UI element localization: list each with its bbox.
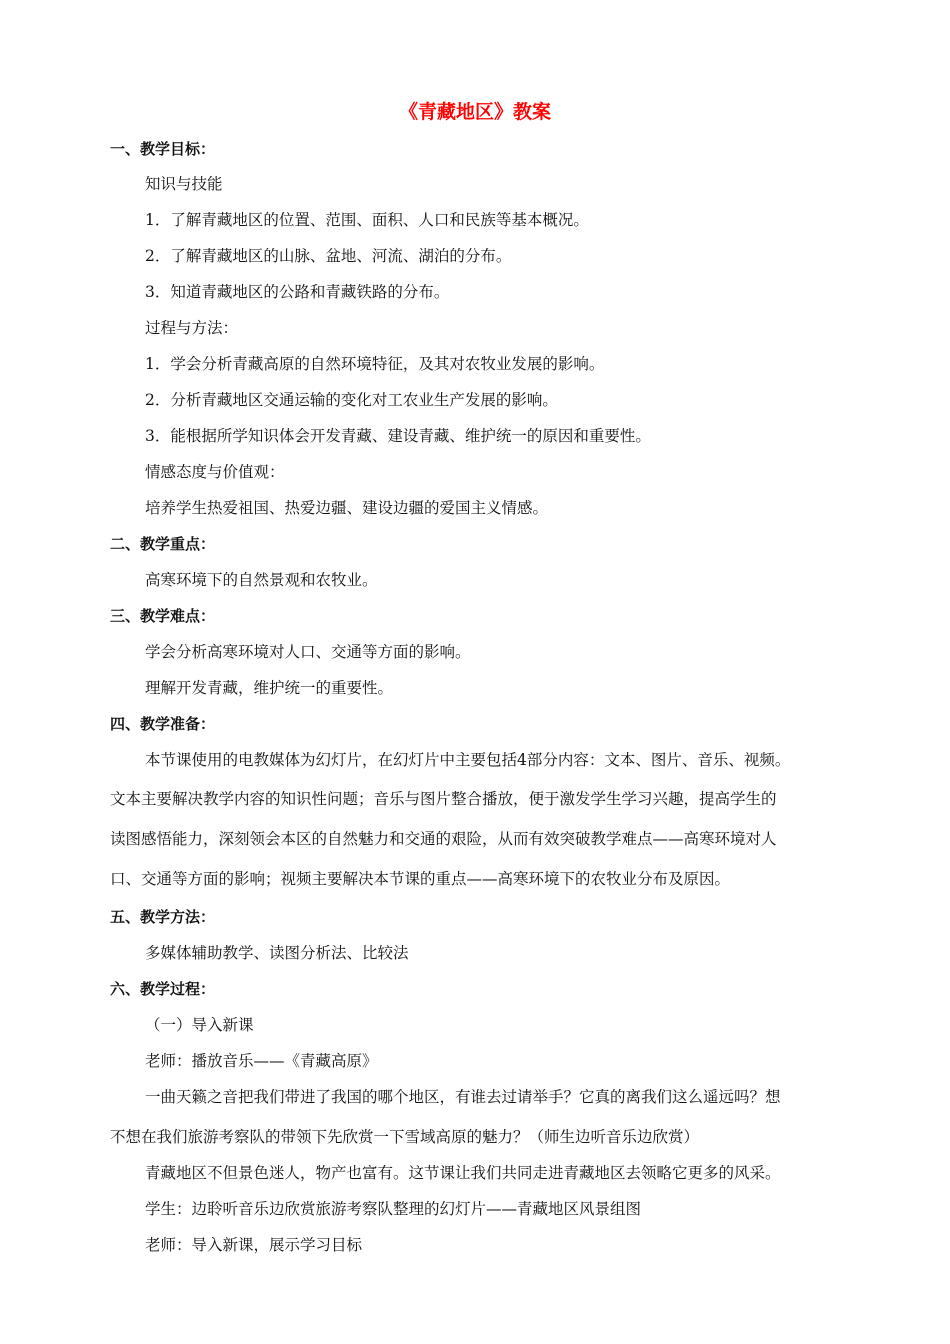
section-heading: 四、教学准备： (110, 715, 216, 733)
paragraph-line: 一曲天籁之音把我们带进了我国的哪个地区，有谁去过请举手？它真的离我们这么遥远吗？想 (145, 1088, 781, 1106)
paragraph-line: 口、交通等方面的影响；视频主要解决本节课的重点——高寒环境下的农牧业分布及原因。 (110, 870, 731, 888)
paragraph-line: 文本主要解决教学内容的知识性问题；音乐与图片整合播放，便于激发学生学习兴趣，提高学生的 (110, 790, 777, 808)
list-item: 3．能根据所学知识体会开发青藏、建设青藏、维护统一的原因和重要性。 (145, 427, 651, 445)
paragraph-line: 高寒环境下的自然景观和农牧业。 (145, 571, 378, 589)
paragraph-line: 老师：播放音乐——《青藏高原》 (145, 1052, 378, 1070)
list-item: 3．知道青藏地区的公路和青藏铁路的分布。 (145, 283, 450, 301)
subheading: 情感态度与价值观： (145, 463, 285, 481)
section-heading: 一、教学目标： (110, 140, 216, 158)
section-heading: 六、教学过程： (110, 980, 216, 998)
paragraph-line: 多媒体辅助教学、读图分析法、比较法 (145, 944, 409, 962)
subheading: （一）导入新课 (145, 1016, 254, 1034)
section-heading: 三、教学难点： (110, 607, 216, 625)
paragraph-line: 学生：边聆听音乐边欣赏旅游考察队整理的幻灯片——青藏地区风景组图 (145, 1200, 642, 1218)
list-item: 2．分析青藏地区交通运输的变化对工农业生产发展的影响。 (145, 391, 558, 409)
list-item: 1．学会分析青藏高原的自然环境特征，及其对农牧业发展的影响。 (145, 355, 605, 373)
paragraph-line: 老师：导入新课，展示学习目标 (145, 1236, 363, 1254)
paragraph-line: 培养学生热爱祖国、热爱边疆、建设边疆的爱国主义情感。 (145, 499, 549, 517)
document-title: 《青藏地区》教案 (398, 101, 551, 123)
list-item: 2．了解青藏地区的山脉、盆地、河流、湖泊的分布。 (145, 247, 512, 265)
paragraph-line: 理解开发青藏，维护统一的重要性。 (145, 679, 394, 697)
paragraph-line: 本节课使用的电教媒体为幻灯片，在幻灯片中主要包括4部分内容：文本、图片、音乐、视频。 (145, 751, 791, 769)
section-heading: 五、教学方法： (110, 908, 216, 926)
list-item: 1．了解青藏地区的位置、范围、面积、人口和民族等基本概况。 (145, 211, 589, 229)
subheading: 知识与技能 (145, 175, 223, 193)
paragraph-line: 读图感悟能力，深刻领会本区的自然魅力和交通的艰险，从而有效突破教学难点——高寒环境对人 (110, 830, 777, 848)
section-heading: 二、教学重点： (110, 535, 216, 553)
subheading: 过程与方法： (145, 319, 239, 337)
paragraph-line: 不想在我们旅游考察队的带领下先欣赏一下雪域高原的魅力？（师生边听音乐边欣赏） (110, 1128, 700, 1146)
paragraph-line: 青藏地区不但景色迷人，物产也富有。这节课让我们共同走进青藏地区去领略它更多的风采。 (145, 1164, 781, 1182)
paragraph-line: 学会分析高寒环境对人口、交通等方面的影响。 (145, 643, 471, 661)
